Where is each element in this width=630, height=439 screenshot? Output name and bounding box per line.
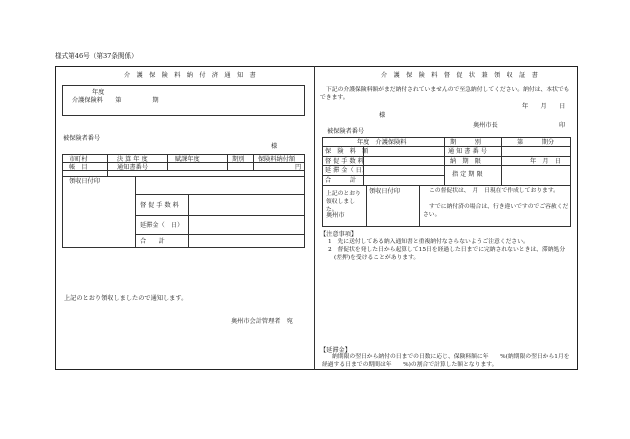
h-assess-year: 賦課年度 (175, 156, 200, 163)
late-label: 延 滞 金（ 日） (325, 167, 369, 174)
receipt-message: 上記のとおり領収しましたので通知します。 (64, 295, 188, 302)
intro-text: 下記の介護保険料額がまだ納付されていませんので至急納付してください。納付は、本状でもできます。 (320, 87, 570, 101)
yen-unit: 円 (295, 164, 302, 171)
premium-label: 保 険 料 額 (325, 148, 369, 155)
h-receipt-date: 領収日付印 (69, 178, 100, 185)
h-amount: 保険料納付額 (258, 156, 296, 163)
due-date: 年 月 日 (530, 158, 561, 165)
h-fee: 督 促 手 数 料 (140, 202, 179, 209)
note-1: 1 先に送付してある納入通知書と重複納付なさらないようご注意ください。 (328, 239, 529, 245)
dai-ki: 第 期分 (517, 139, 555, 146)
issue-date: 年 月 日 (522, 103, 566, 110)
late-fee-text: 納期限の翌日から納付の日までの日数に応じ、保険料額に年 %(納期限の翌日から1月を経過する日までの期間は年 %)の割合で計算した額となります。 (322, 354, 570, 368)
h-notice-no: 通知書番号 (117, 164, 148, 171)
notice-no-label: 通 知 書 番 号 (448, 148, 487, 155)
late-fee-title: 【延滞金】 (320, 347, 351, 354)
fiscal-year-label: 年度 (92, 89, 105, 96)
right-sama: 様 (379, 112, 386, 119)
h-total: 合 計 (140, 238, 165, 245)
left-title: 介 護 保 険 料 納 付 済 通 知 書 (124, 72, 258, 79)
city-label: 奥州市 (326, 212, 345, 219)
h-period: 期別 (232, 156, 245, 163)
kibetsu: 期 別 (450, 139, 481, 146)
notice-line-2: すでに納付済の場合は、行き違いですのでご容赦ください。 (423, 204, 569, 218)
mayor-seal: 印 (559, 122, 566, 129)
notice-line-1: この督促状は、 月 日現在で作成しております。 (429, 188, 559, 194)
right-title: 介 護 保 険 料 督 促 状 兼 領 収 証 書 (381, 72, 541, 79)
notes-title: 【注意事項】 (320, 231, 358, 238)
form-number: 様式第46号（第37条関係） (55, 52, 138, 60)
total-label: 合 計 (325, 177, 356, 184)
receipt-stamp-label: 領収日付印 (369, 188, 400, 195)
h-account: 帳 目 (69, 164, 88, 171)
due-label: 納 期 限 (450, 158, 481, 165)
right-insured-number-label: 被保険者番号 (327, 128, 365, 135)
period-label: 介護保険料 第 期 (72, 97, 159, 104)
signature: 奥州市会計管理者 宛 (231, 318, 293, 325)
fee-label: 督 促 手 数 料 (325, 158, 364, 165)
h-settle-year: 決 算 年 度 (117, 156, 148, 163)
h-late: 延滞金（ 日） (140, 222, 184, 229)
h-municipality: 市町村 (69, 156, 88, 163)
center-divider (314, 66, 315, 370)
receipt-left-text: 上記のとおり領収しました。 (326, 191, 361, 213)
note-2: 2 督促状を発した日から起算して15日を経過した日までに完納されないときは、滞納処分(差押)を受けることがあります。 (328, 247, 566, 261)
left-sama: 様 (271, 143, 278, 150)
mayor: 奥州市長 (473, 122, 498, 129)
insured-number-label: 被保険者番号 (63, 135, 101, 142)
year-kaigo: 年度 介護保険料 (357, 139, 407, 146)
deadline-label: 指 定 期 限 (452, 171, 483, 178)
